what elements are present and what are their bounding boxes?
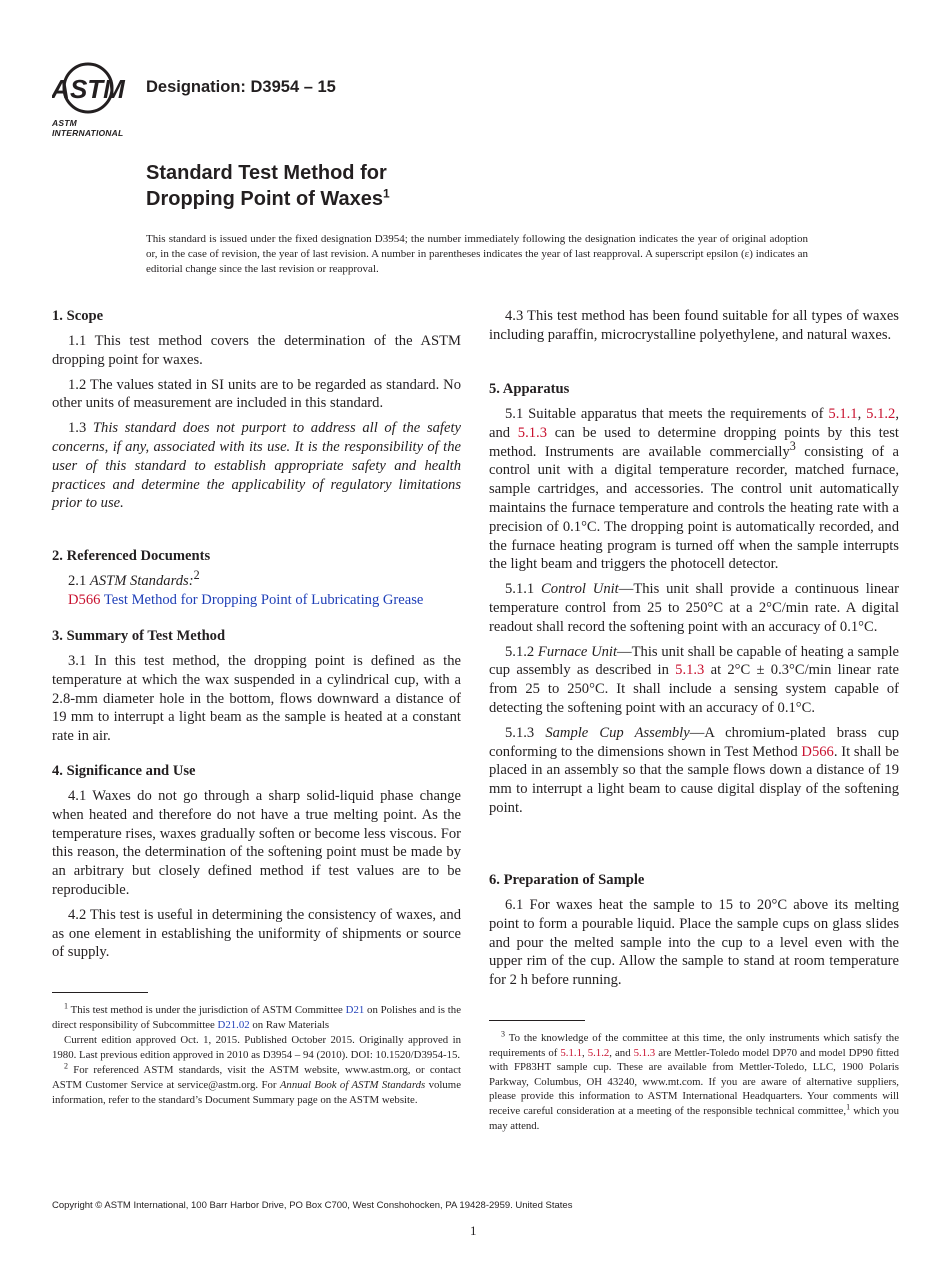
ref-5-1-3-link[interactable]: 5.1.3 bbox=[517, 424, 547, 441]
footnote-text: This test method is under the jurisdiction of ASTM Committee bbox=[68, 1004, 346, 1016]
logo-text: ASTM INTERNATIONAL bbox=[52, 118, 124, 138]
footnote-text: For referenced ASTM standards, visit the ASTM website, www.astm.org, or contact ASTM Customer Service at service@astm.org. For bbox=[52, 1064, 461, 1091]
ref-title-link[interactable]: Test Method for Dropping Point of Lubricating Grease bbox=[103, 591, 424, 608]
page-title bbox=[146, 160, 390, 212]
reference-d566 bbox=[52, 591, 461, 610]
footnote-marker: 3 bbox=[501, 1029, 505, 1039]
title-line-1: Standard Test Method for bbox=[146, 162, 387, 184]
paragraph-4-3: 4.3 This test method has been found suitable for all types of waxes including paraffin, microcrystalline polyethylene, and natural waxes. bbox=[489, 308, 899, 343]
section-referenced-documents bbox=[52, 547, 461, 616]
footnote-1 bbox=[52, 1003, 461, 1032]
section-heading: 6. Preparation of Sample bbox=[489, 872, 645, 888]
text: consisting of a control unit with a digital temperature recorder, matched furnace, sample cartridges, and accessories. The control unit automatically maintains the furnace temperature and controls the heating rate with a precision of 0.1°C. The dropping point is automatically recorded, and the furnace heating program is turned off when the sample interrupts the light beam and triggers the photocell detector. bbox=[489, 443, 899, 573]
ref-5-1-2-link[interactable]: 5.1.2 bbox=[866, 406, 896, 422]
paragraph-number: 1.3 bbox=[68, 420, 87, 437]
section-apparatus bbox=[489, 380, 899, 824]
section-heading: 4. Significance and Use bbox=[52, 763, 196, 779]
paragraph-4-1: 4.1 Waxes do not go through a sharp solid-liquid phase change when heated and therefore do not have a true melting point. As the temperature rises, waxes gradually soften or become less viscous. For this reason, the determination of the softening point must be made by an arbitrary but closely defined method if test values are to be reproducible. bbox=[52, 788, 461, 898]
footnote-text: , bbox=[581, 1046, 588, 1059]
section-heading: 1. Scope bbox=[52, 308, 104, 324]
svg-text:ASTM: ASTM bbox=[52, 74, 125, 104]
subsection-title: Sample Cup Assembly bbox=[545, 724, 690, 741]
footnote-2 bbox=[52, 1063, 461, 1107]
footnote-1-edition: Current edition approved Oct. 1, 2015. Published October 2015. Originally approved in 1980. Last previous edition approved in 2010 as D3954 – 94 (2010). DOI: 10.1520/D3954-15. bbox=[52, 1034, 461, 1061]
paragraph-number: 5.1.3 bbox=[505, 724, 535, 741]
section-heading: 3. Summary of Test Method bbox=[52, 628, 226, 644]
section-significance-cont bbox=[489, 307, 899, 351]
footnote-marker: 1 bbox=[64, 1001, 68, 1011]
paragraph-number: 2.1 bbox=[68, 573, 87, 589]
paragraph-6-1: 6.1 For waxes heat the sample to 15 to 20°C above its melting point to form a pourable liquid. Place the sample cups on glass slides and pour the melted sample into the cup to a level even with the upper rim of the cup. Allow the sample to stand at room temperature for 2 h before running. bbox=[489, 897, 899, 989]
ref-code-link[interactable]: D566 bbox=[68, 591, 101, 608]
ref-5-1-3-link[interactable]: 5.1.3 bbox=[675, 662, 705, 679]
safety-caveat: This standard does not purport to address all of the safety concerns, if any, associated with its use. It is the responsibility of the user of this standard to establish appropriate safety and health practices and determine the applicability of regulatory limitations prior to use. bbox=[52, 420, 461, 512]
paragraph-5-1-1 bbox=[489, 580, 899, 636]
committee-link[interactable]: D21 bbox=[345, 1004, 365, 1016]
page-number: 1 bbox=[470, 1223, 477, 1238]
section-summary bbox=[52, 627, 461, 752]
text: , and bbox=[489, 406, 899, 441]
footnote-marker: 2 bbox=[64, 1061, 68, 1071]
text: , bbox=[857, 406, 862, 422]
text: —This unit shall provide a continuous linear temperature control from 25 to 250°C at a 2°C/min rate. A digital readout shall record the softening point with an accuracy of 0.1°C. bbox=[489, 581, 899, 635]
astm-logo bbox=[52, 58, 134, 138]
paragraph-1-2: 1.2 The values stated in SI units are to be regarded as standard. No other units of measurement are included in this standard. bbox=[52, 376, 461, 412]
ref-5-1-1-link[interactable]: 5.1.1 bbox=[828, 406, 858, 422]
ref-5-1-1-link[interactable]: 5.1.1 bbox=[560, 1046, 582, 1059]
text: 5.1 Suitable apparatus that meets the requirements of bbox=[505, 406, 829, 422]
subcommittee-link[interactable]: D21.02 bbox=[217, 1018, 250, 1031]
section-preparation bbox=[489, 871, 899, 996]
paragraph-1-3 bbox=[52, 419, 461, 513]
paragraph-2-1 bbox=[52, 568, 461, 591]
title-line-2 bbox=[146, 186, 390, 212]
paragraph-3-1: 3.1 In this test method, the dropping point is defined as the temperature at which the wax suspended in a cylindrical cup, with a 2.8-mm diameter hole in the bottom, flows downward a distance of 19 mm to interrupt a light beam as the sample is heated at a constant rate in air. bbox=[52, 653, 461, 745]
footnote-text: To the knowledge of the committee at this time, the only instruments which satisfy the requirements of bbox=[489, 1032, 899, 1059]
footnote-ref: 2 bbox=[193, 568, 200, 583]
footnote-text: are Mettler-Toledo model DP70 and model DP90 fitted with FP83HT sample cup. These are available from Mettler-Toledo, LLC, 1900 Polaris Parkway, Columbus, OH 43240, www.mt.com. If you are aware of alternative suppliers, please provide this information to ASTM International Headquarters. Your comments will receive careful consideration at a meeting of the responsible technical committee, bbox=[489, 1046, 899, 1117]
copyright: Copyright © ASTM International, 100 Barr Harbor Drive, PO Box C700, West Conshohocken, PA 19428-2959. United States bbox=[52, 1200, 573, 1211]
title-line-2-text: Dropping Point of Waxes bbox=[146, 188, 384, 210]
footnote-ref: 3 bbox=[789, 438, 796, 453]
footnote-text: which you may attend. bbox=[489, 1104, 900, 1132]
footnote-3 bbox=[489, 1031, 899, 1133]
footnotes-right bbox=[489, 1031, 899, 1134]
section-significance bbox=[52, 762, 461, 968]
title-footnote-ref: 1 bbox=[383, 186, 390, 201]
paragraph-4-2: 4.2 This test is useful in determining the consistency of waxes, and as one element in establishing the uniformity of shipments or source of supply. bbox=[52, 906, 461, 961]
text: —A chromium-plated brass cup conforming to the dimensions shown in Test Method bbox=[489, 724, 899, 760]
section-heading: 2. Referenced Documents bbox=[52, 548, 211, 564]
footnote-rule bbox=[52, 992, 148, 993]
paragraph-5-1-3 bbox=[489, 724, 899, 818]
designation: Designation: D3954 – 15 bbox=[146, 78, 336, 96]
ref-d566-link[interactable]: D566 bbox=[801, 743, 834, 760]
text: —This unit shall be capable of heating a sample cup assembly as described in bbox=[489, 643, 899, 679]
paragraph-1-1: 1.1 This test method covers the determination of the ASTM dropping point for waxes. bbox=[52, 333, 461, 368]
footnote-text: on Polishes and is the direct responsibility of Subcommittee bbox=[52, 1004, 461, 1031]
text: . It shall be placed in an assembly so that the sample flows down a distance of 19 mm to interrupt a light beam to cause digital display of the softening point. bbox=[489, 743, 899, 816]
astm-standards-label: ASTM Standards: bbox=[89, 573, 194, 589]
paragraph-number: 5.1.2 bbox=[505, 643, 535, 660]
ref-5-1-3-link[interactable]: 5.1.3 bbox=[633, 1046, 656, 1059]
text: can be used to determine dropping points by this test method. Instruments are available commercially bbox=[489, 424, 899, 460]
section-heading: 5. Apparatus bbox=[489, 381, 570, 397]
text: at 2°C ± 0.3°C/min linear rate from 25 to 250°C. It shall include a sensing system capable of detecting the softening point with an accuracy of 0.1°C. bbox=[489, 662, 899, 716]
subsection-title: Control Unit bbox=[541, 581, 619, 598]
paragraph-5-1 bbox=[489, 405, 899, 574]
subsection-title: Furnace Unit bbox=[537, 643, 618, 660]
paragraph-number: 5.1.1 bbox=[505, 581, 535, 598]
preamble: This standard is issued under the fixed designation D3954; the number immediately following the designation indicates the year of original adoption or, in the case of revision, the year of last revision. A number in parentheses indicates the year of last reapproval. A superscript epsilon (ε) indicates an editorial change since the last revision or reapproval. bbox=[146, 233, 808, 275]
footnote-marker: 1 bbox=[846, 1102, 851, 1112]
section-scope bbox=[52, 307, 461, 519]
footnote-rule bbox=[489, 1020, 585, 1021]
footnote-italic: Annual Book of ASTM Standards bbox=[279, 1078, 426, 1091]
footnote-text: volume information, refer to the standard’s Document Summary page on the ASTM website. bbox=[52, 1078, 461, 1106]
footnote-text: on Raw Materials bbox=[249, 1018, 330, 1031]
footnote-text: , and bbox=[609, 1046, 634, 1059]
paragraph-5-1-2 bbox=[489, 643, 899, 718]
footnotes-left bbox=[52, 1003, 461, 1108]
ref-5-1-2-link[interactable]: 5.1.2 bbox=[587, 1046, 610, 1059]
